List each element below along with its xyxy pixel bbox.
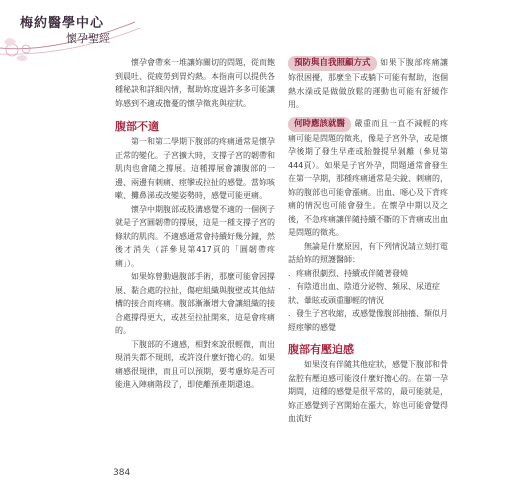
- call-doctor-paragraph: 無論是什麼原因，有下列情況請立刻打電話給妳的照護醫師：: [288, 241, 448, 264]
- book-subtitle: 懷孕聖經: [66, 32, 110, 45]
- right-column: [288, 56, 448, 426]
- section-heading-abdominal-pressure: 腹部有壓迫感: [288, 343, 354, 356]
- page-number: 384: [113, 468, 131, 478]
- book-title: 梅約醫學中心: [20, 16, 105, 31]
- paragraph-lower-discomfort: 下腹部的不適感，相對來說很輕微，而出現消失都不規則，或許沒什麼好擔心的。如果痛感很規律，而且可以預期，要考慮妳是否可能進入陣痛階段了，即使離預產期還遠。: [115, 339, 275, 389]
- prevention-block: [288, 56, 448, 112]
- intro-paragraph: 懷孕會帶來一堆讓妳關切的問題，從而飽到晨吐、從疲勞到胃灼熱。本指南可以提供各種秘訣和詳細內情，幫助妳度過許多多可能讓妳感到不適或擔憂的懷孕徵兆與症狀。: [115, 58, 275, 108]
- when-to-see-doctor-tag: 何時應該就醫: [288, 117, 351, 132]
- left-column: [115, 56, 275, 392]
- paragraph-surgery: 如果妳曾動過腹部手術，那麼可能會因撐展、黏合處的拉扯，傷疤組織與腹壁或其他結構的接合而疼痛。腹部漸漸增大會讓組織的接合處撐得更大，或甚至拉扯開來，這是會疼痛的。: [115, 272, 275, 335]
- section-heading-abdominal-discomfort: 腹部不適: [115, 120, 159, 133]
- prevention-tag: 預防與自我照顧方式: [288, 56, 377, 71]
- bullet-item: ．發生子宮收縮，或感覺像腹部抽搐、類似月經痙攣的感覺: [288, 309, 448, 332]
- when-to-see-doctor-text: 嚴重而且一直不減輕的疼痛可能是問題的徵兆，像是子宮外孕，或是懷孕後期了發生早產或胎盤提早剝離（參見第444頁）。如果是子宮外孕，問題通常會發生在第一孕期，那種疼痛通常是尖銳、刺痛的，妳的腹部也可能會漲痛。出血、噁心及下背疼痛的情況也可能會發生。在懷孕中期以及之後，不急疼痛讓伴隨持續不斷的下背痛或出血是問題的徵兆。: [288, 118, 448, 237]
- paragraph-round-ligament: 懷孕中期腹部或股溝感覺不適的一個例子就是子宮圓韌帶的撐展，這是一種支撐子宮的條狀的肌肉。不適感通常會持續好幾分鐘，然後才消失（詳參見第417頁的「圓韌帶疼痛」）。: [115, 204, 275, 268]
- pressure-paragraph: 如果沒有伴隨其他症狀，感覺下腹部和骨盆腔有壓迫感可能沒什麼好擔心的。在第一孕期間，這種的感覺是很平常的，最可能就是，妳正感覺到子宮開始在漲大，妳也可能會覺得血流好: [288, 360, 448, 423]
- paragraph-normal-changes: 第一和第二學期下腹部的疼痛通常是懷孕正常的變化。子宮擴大時，支撐子宮的韌帶和肌肉也會隨之撐展。這種撐展會讓腹部的一邊、兩邊有刺痛、痙攣或拉扯的感覺。當妳咳嗽、攤鼻涕或改變姿勢時，感覺可能更痛。: [115, 137, 275, 200]
- when-to-see-doctor-block: [288, 117, 448, 240]
- bullet-item: ．疼痛很劇烈、持續或伴隨著發燒: [288, 268, 408, 278]
- bullet-item: ．有陰道出血、陰道分泌物、頻尿、尿道症狀、暈眩或頭重腳輕的情況: [288, 282, 440, 305]
- prevention-text: 如果下腹部疼痛讓妳很困擾，那麼坐下或躺下可能有幫助，泡個熱水澡或是做做放鬆的運動也可能有舒緩作用。: [288, 58, 448, 109]
